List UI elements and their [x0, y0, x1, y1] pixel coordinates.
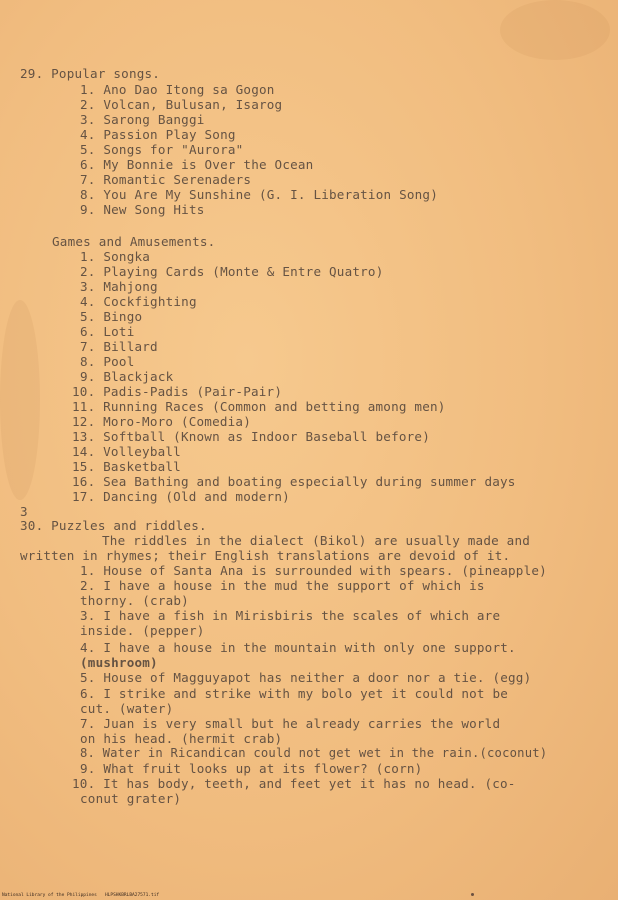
riddle-line: 6. I strike and strike with my bolo yet it could not be: [80, 686, 509, 701]
game-item: 7. Billard: [80, 339, 158, 354]
riddles-intro: The riddles in the dialect (Bikol) are usually made and: [102, 533, 531, 548]
riddle-line: 7. Juan is very small but he already carries the world: [80, 716, 501, 731]
game-item: 15. Basketball: [72, 459, 181, 474]
riddle-line: on his head. (hermit crab): [80, 731, 283, 746]
song-item: 9. New Song Hits: [80, 202, 205, 217]
riddle-line: 3. I have a fish in Mirisbiris the scales of which are: [80, 608, 501, 623]
song-item: 2. Volcan, Bulusan, Isarog: [80, 97, 283, 112]
song-item: 1. Ano Dao Itong sa Gogon: [80, 82, 275, 97]
riddle-line: 5. House of Magguyapot has neither a door nor a tie. (egg): [80, 670, 532, 685]
song-item: 8. You Are My Sunshine (G. I. Liberation Song): [80, 187, 438, 202]
game-item: 3. Mahjong: [80, 279, 158, 294]
paper-stain: [0, 300, 40, 500]
riddle-line: 8. Water in Ricandican could not get wet in the rain.(coconut): [80, 746, 548, 760]
riddle-line: 4. I have a house in the mountain with only one support.: [80, 640, 516, 655]
game-item: 6. Loti: [80, 324, 135, 339]
section-30-heading: 30. Puzzles and riddles.: [20, 518, 207, 533]
riddle-line: conut grater): [80, 791, 182, 806]
game-item: 9. Blackjack: [80, 369, 174, 384]
song-item: 7. Romantic Serenaders: [80, 172, 252, 187]
game-item: 13. Softball (Known as Indoor Baseball before): [72, 429, 430, 444]
song-item: 3. Sarong Banggi: [80, 112, 205, 127]
game-item: 1. Songka: [80, 249, 151, 264]
riddle-line: 1. House of Santa Ana is surrounded with spears. (pineapple): [80, 563, 547, 578]
riddle-line: (mushroom): [80, 655, 158, 670]
game-item: 16. Sea Bathing and boating especially during summer days: [72, 474, 516, 489]
song-item: 5. Songs for "Aurora": [80, 142, 244, 157]
ink-spot: [471, 893, 474, 896]
riddle-line: inside. (pepper): [80, 623, 205, 638]
riddle-line: cut. (water): [80, 701, 174, 716]
games-heading: Games and Amusements.: [52, 234, 216, 249]
riddle-line: 10. It has body, teeth, and feet yet it has no head. (co-: [72, 776, 516, 791]
riddles-intro: written in rhymes; their English translations are devoid of it.: [20, 548, 511, 563]
game-item: 11. Running Races (Common and betting among men): [72, 399, 446, 414]
section-29-heading: 29. Popular songs.: [20, 66, 161, 81]
riddle-line: 2. I have a house in the mud the support of which is: [80, 578, 485, 593]
song-item: 4. Passion Play Song: [80, 127, 236, 142]
paper-stain: [500, 0, 610, 60]
game-item: 10. Padis-Padis (Pair-Pair): [72, 384, 283, 399]
game-item: 5. Bingo: [80, 309, 143, 324]
riddle-line: thorny. (crab): [80, 593, 189, 608]
game-item: 12. Moro-Moro (Comedia): [72, 414, 251, 429]
game-item: 2. Playing Cards (Monte & Entre Quatro): [80, 264, 384, 279]
game-item: 14. Volleyball: [72, 444, 181, 459]
page-mark: 3: [20, 504, 28, 519]
footer-caption: National Library of the Philippines HLPSHKBRLBA27571.tif: [2, 893, 160, 898]
song-item: 6. My Bonnie is Over the Ocean: [80, 157, 314, 172]
game-item: 8. Pool: [80, 354, 135, 369]
riddle-line: 9. What fruit looks up at its flower? (corn): [80, 761, 423, 776]
game-item: 17. Dancing (Old and modern): [72, 489, 290, 504]
game-item: 4. Cockfighting: [80, 294, 197, 309]
